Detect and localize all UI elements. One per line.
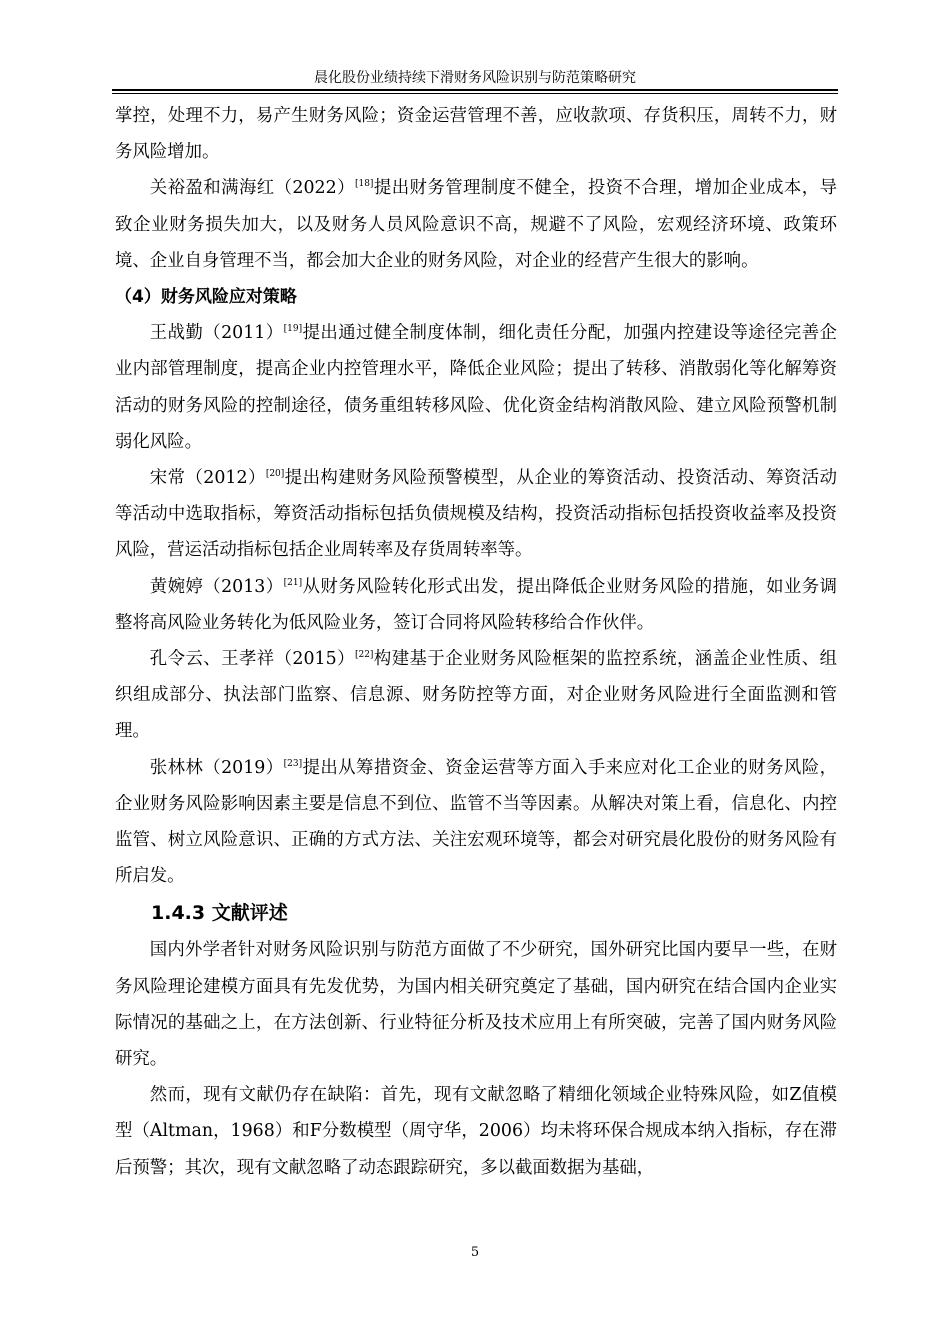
paragraph-4 <box>115 460 837 569</box>
paragraph-text: 提出通过健全制度体制，细化责任分配，加强内控建设等途径完善企业内部管理制度，提高企业内控管理水平，降低企业风险；提出了转移、消散弱化等化解筹资活动的财务风险的控制途径，债务重组转移风险、优化资金结构消散风险、建立风险预警机制弱化风险。 <box>115 323 837 452</box>
section-heading-1-4-3: 1.4.3 文献评述 <box>151 902 288 925</box>
paragraph-text: 提出从筹措资金、资金运营等方面入手来应对化工企业的财务风险，企业财务风险影响因素主要是信息不到位、监管不当等因素。从解决对策上看，信息化、内控监管、树立风险意识、正确的方式方法、关注宏观环境等，都会对研究晨化股份的财务风险有所启发。 <box>115 757 837 887</box>
page-content <box>115 98 837 1186</box>
paragraph-6 <box>115 641 837 750</box>
citation-ref: [20] <box>265 469 285 480</box>
paragraph-text: 从财务风险转化形式出发，提出降低企业财务风险的措施，如业务调整将高风险业务转化为低风险业务，签订合同将风险转移给合作伙伴。 <box>115 576 837 633</box>
citation-ref: [22] <box>354 650 374 661</box>
paragraph-text: 构建基于企业财务风险框架的监控系统，涵盖企业性质、组织组成部分、执法部门监察、信息源、财务防控等方面，对企业财务风险进行全面监测和管理。 <box>115 649 837 742</box>
paragraph-3 <box>115 315 837 460</box>
paragraph-8: 国内外学者针对财务风险识别与防范方面做了不少研究，国外研究比国内要早一些，在财务风险理论建模方面具有先发优势，为国内相关研究奠定了基础，国内研究在结合国内企业实际情况的基础之上，在方法创新、行业特征分析及技术应用上有所突破，完善了国内财务风险研究。 <box>115 940 837 1070</box>
citation-author: 宋常（2012） <box>149 468 266 489</box>
paragraph-2 <box>115 170 837 279</box>
citation-author: 王战勤（2011） <box>149 323 284 344</box>
citation-author: 张林林（2019） <box>149 757 284 778</box>
citation-ref: [19] <box>283 324 303 335</box>
paragraph-text: 提出构建财务风险预警模型，从企业的筹资活动、投资活动、筹资活动等活动中选取指标，筹资活动指标包括负债规模及结构，投资活动指标包括投资收益率及投资风险，营运活动指标包括企业周转率及存货周转率等。 <box>115 468 837 561</box>
citation-ref: [21] <box>283 577 303 588</box>
header-rule <box>112 89 838 94</box>
paragraph-1: 掌控，处理不力，易产生财务风险；资金运营管理不善，应收款项、存货积压，周转不力，财务风险增加。 <box>115 106 837 163</box>
citation-author: 孔令云、王孝祥（2015） <box>149 649 355 670</box>
citation-author: 黄婉婷（2013） <box>149 576 284 597</box>
running-header: 晨化股份业绩持续下滑财务风险识别与防范策略研究 <box>314 70 636 86</box>
citation-ref: [18] <box>354 179 374 190</box>
section-heading-4: （4）财务风险应对策略 <box>115 287 297 308</box>
paragraph-text: 提出财务管理制度不健全，投资不合理，增加企业成本，导致企业财务损失加大，以及财务人员风险意识不高，规避不了风险，宏观经济环境、政策环境、企业自身管理不当，都会加大企业的财务风险，对企业的经营产生很大的影响。 <box>115 178 837 271</box>
paragraph-7 <box>115 750 837 895</box>
paragraph-5 <box>115 569 837 641</box>
page-number: 5 <box>470 1245 480 1260</box>
paragraph-9: 然而，现有文献仍存在缺陷：首先，现有文献忽略了精细化领域企业特殊风险，如Z值模型（Altman，1968）和F分数模型（周守华，2006）均未将环保合规成本纳入指标，存在滞后预警；其次，现有文献忽略了动态跟踪研究，多以截面数据为基础， <box>115 1085 837 1178</box>
citation-author: 关裕盈和满海红（2022） <box>149 178 355 199</box>
citation-ref: [23] <box>283 758 303 769</box>
